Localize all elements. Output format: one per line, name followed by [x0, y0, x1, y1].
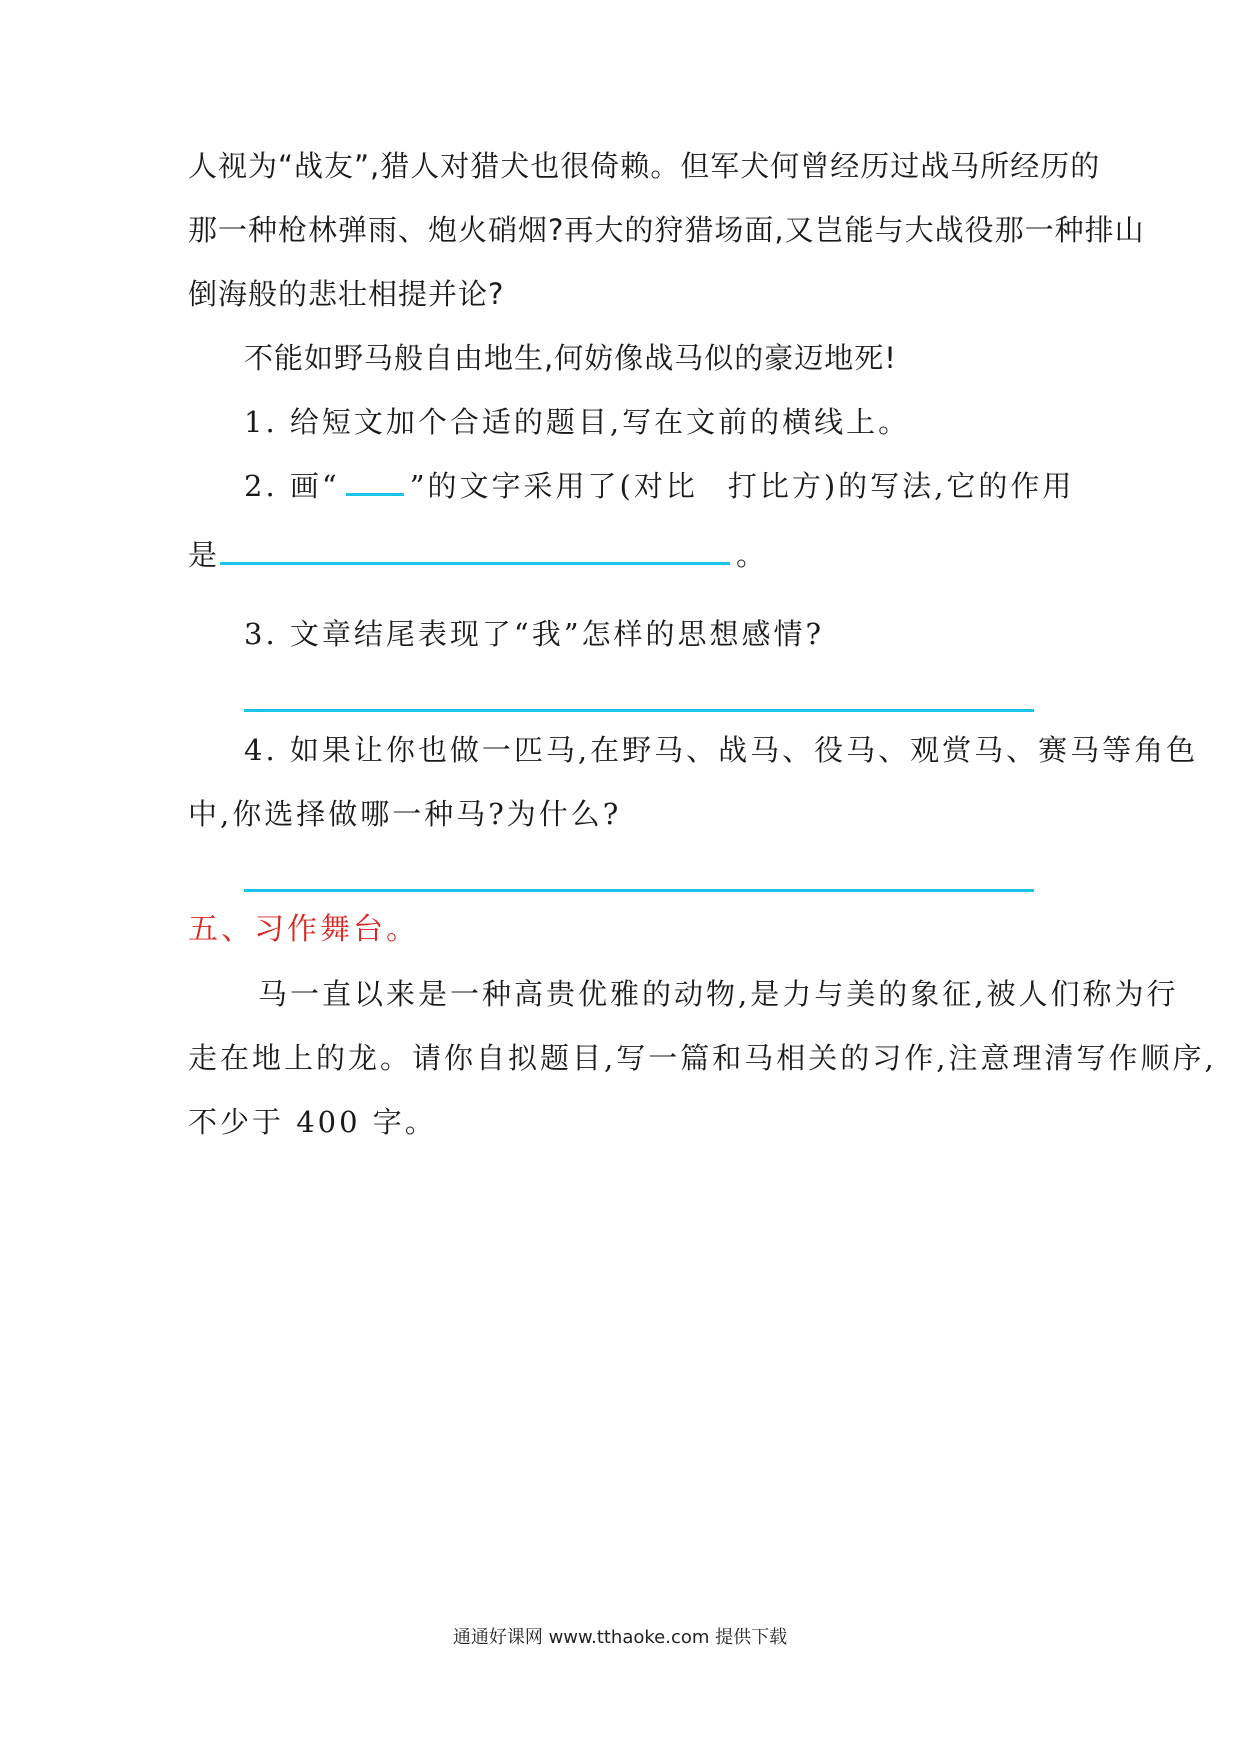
passage-line-3: 倒海般的悲壮相提并论? — [188, 277, 505, 311]
passage-line-2: 那一种枪林弹雨、炮火硝烟?再大的狩猎场面,又岂能与大战役那一种排山 — [188, 213, 1145, 247]
passage-line-4: 不能如野马般自由地生,何妨像战马似的豪迈地死! — [244, 341, 897, 375]
question-2-continuation — [188, 534, 768, 575]
page-footer: 通通好课网 www.tthaoke.com 提供下载 — [452, 1627, 788, 1648]
passage-line-1: 人视为“战友”,猎人对猎犬也很倚赖。但军犬何曾经历过战马所经历的 — [188, 149, 1101, 183]
underline-sample-mark — [346, 467, 404, 496]
section-5-title: 五、习作舞台。 — [188, 912, 419, 947]
question-2-option: 打比方)的写法,它的作用 — [727, 469, 1075, 503]
question-2-prefix: 2. 画“ — [244, 469, 340, 503]
question-4-line-2: 中,你选择做哪一种马?为什么? — [188, 797, 622, 831]
answer-line-q3[interactable] — [244, 709, 1034, 712]
question-2 — [244, 466, 1074, 506]
question-1: 1. 给短文加个合适的题目,写在文前的横线上。 — [244, 405, 911, 439]
question-2-end: 。 — [736, 538, 769, 572]
answer-blank-q2[interactable] — [220, 534, 730, 565]
section-5-line-3: 不少于 400 字。 — [188, 1105, 437, 1139]
answer-line-q4[interactable] — [244, 889, 1034, 892]
question-4-line-1: 4. 如果让你也做一匹马,在野马、战马、役马、观赏马、赛马等角色 — [244, 733, 1199, 767]
question-3: 3. 文章结尾表现了“我”怎样的思想感情? — [244, 617, 825, 651]
question-2-cont-label: 是 — [188, 538, 221, 572]
section-5-line-2: 走在地上的龙。请你自拟题目,写一篇和马相关的习作,注意理清写作顺序, — [188, 1041, 1217, 1075]
section-5-line-1: 马一直以来是一种高贵优雅的动物,是力与美的象征,被人们称为行 — [258, 977, 1179, 1011]
question-2-text: ”的文字采用了(对比 — [409, 469, 698, 503]
